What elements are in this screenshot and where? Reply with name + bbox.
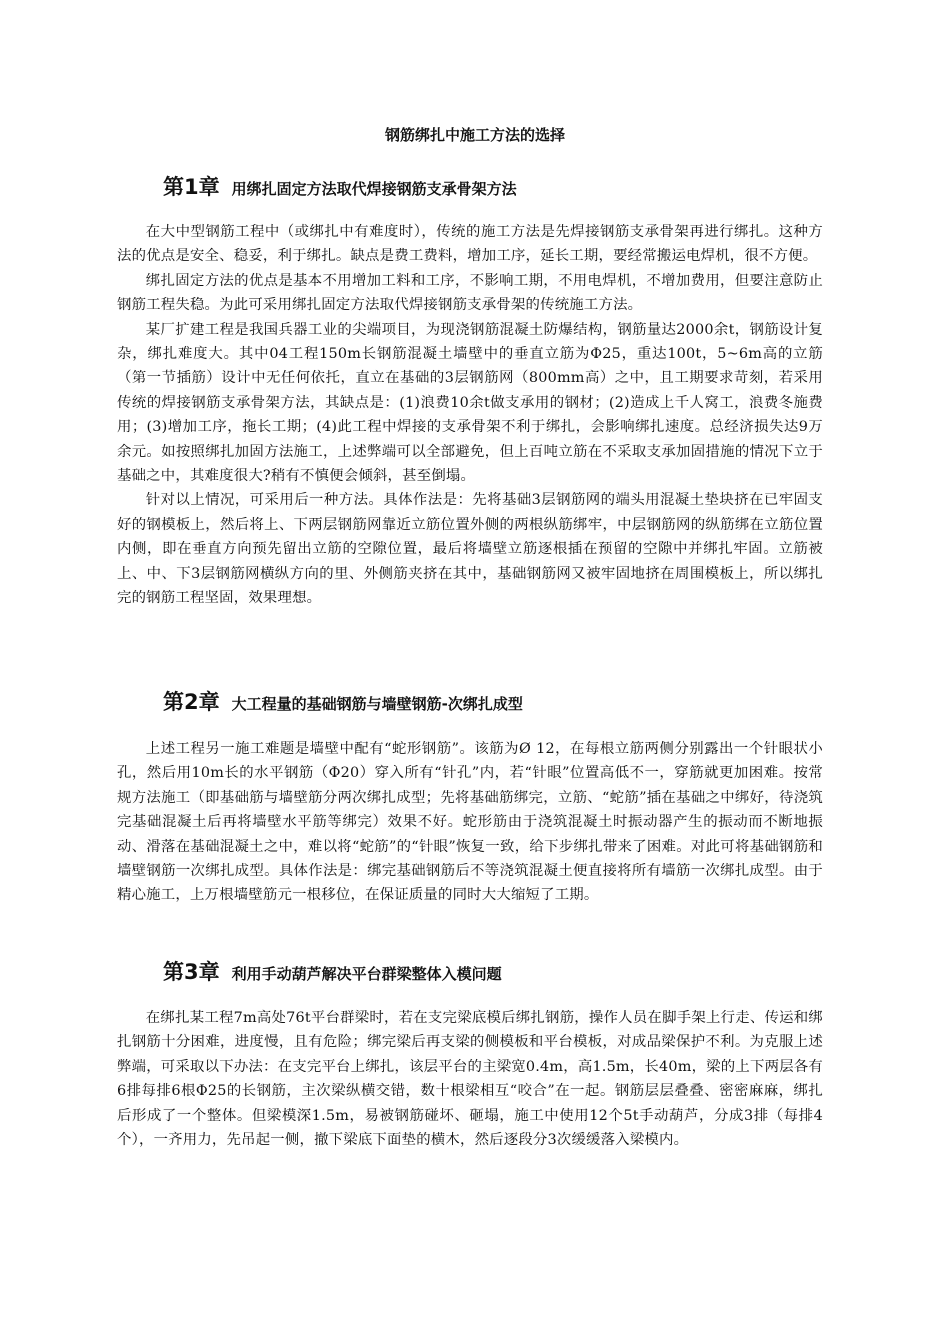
paragraph: 绑扎固定方法的优点是基本不用增加工料和工序，不影响工期，不用电焊机，不增加费用，但要注意防止钢筋工程失稳。为此可采用绑扎固定方法取代焊接钢筋支承骨架的传统施工方法。 [117, 272, 823, 314]
chapter-3-title: 利用手动葫芦解决平台群梁整体入模问题 [231, 965, 502, 983]
document-title: 钢筋绑扎中施工方法的选择 [384, 126, 565, 144]
chapter-2-number: 第2章 [163, 690, 220, 714]
chapter-2-body [117, 737, 823, 908]
chapter-1-number: 第1章 [163, 175, 220, 199]
chapter-1-title: 用绑扎固定方法取代焊接钢筋支承骨架方法 [231, 180, 517, 198]
paragraph: 在大中型钢筋工程中（或绑扎中有难度时），传统的施工方法是先焊接钢筋支承骨架再进行绑扎。这种方法的优点是安全、稳妥，利于绑扎。缺点是费工费料，增加工序，延长工期，要经常搬运电焊机，很不方便。 [117, 224, 823, 265]
chapter-3-number: 第3章 [163, 960, 220, 984]
chapter-1-heading [163, 172, 823, 204]
paragraph: 针对以上情况，可采用后一种方法。具体作法是：先将基础3层钢筋网的端头用混凝土垫块挤在已牢固支好的钢模板上，然后将上、下两层钢筋网靠近立筋位置外侧的两根纵筋绑牢，中层钢筋网的纵筋绑在立筋位置内侧，即在垂直方向预先留出立筋的空隙位置，最后将墙壁立筋逐根插在预留的空隙中并绑扎牢固。立筋被上、中、下3层钢筋网横纵方向的里、外侧筋夹挤在其中，基础钢筋网又被牢固地挤在周围模板上，所以绑扎完的钢筋工程坚固，效果理想。 [117, 492, 823, 607]
chapter-3-heading [163, 957, 823, 989]
paragraph: 某厂扩建工程是我国兵器工业的尖端项目，为现浇钢筋混凝土防爆结构，钢筋量达2000余t，钢筋设计复杂，绑扎难度大。其中04工程150m长钢筋混凝土墙壁中的垂直立筋为Φ25，重达100t，5~6m高的立筋（第一节插筋）设计中无任何依托，直立在基础的3层钢筋网（800mm高）之中，且工期要求苛刻，若采用传统的焊接钢筋支承骨架方法，其缺点是：(1)浪费10余t做支承用的钢材；(2)造成上千人窝工，浪费冬施费用；(3)增加工序，拖长工期；(4)此工程中焊接的支承骨架不利于绑扎，会影响绑扎速度。总经济损失达9万余元。如按照绑扎加固方法施工，上述弊端可以全部避免，但上百吨立筋在不采取支承加固措施的情况下立于基础之中，其难度很大?稍有不慎便会倾斜，甚至倒塌。 [117, 321, 823, 485]
paragraph: 在绑扎某工程7m高处76t平台群梁时，若在支完梁底模后绑扎钢筋，操作人员在脚手架上行走、传运和绑扎钢筋十分困难，进度慢，且有危险；绑完梁后再支梁的侧模板和平台模板，对成品梁保护不利。为克服上述弊端，可采取以下办法：在支完平台上绑扎，该层平台的主梁宽0.4m，高1.5m，长40m，梁的上下两层各有6排每排6根Φ25的长钢筋，主次梁纵横交错，数十根梁相互“咬合”在一起。钢筋层层叠叠、密密麻麻，绑扎后形成了一个整体。但梁模深1.5m，易被钢筋碰坏、砸塌，施工中使用12个5t手动葫芦，分成3排（每排4个），一齐用力，先吊起一侧，撤下梁底下面垫的横木，然后逐段分3次缓缓落入梁模内。 [117, 1010, 823, 1149]
chapter-3-body [117, 1006, 823, 1152]
chapter-1-body [117, 220, 823, 611]
chapter-2-title: 大工程量的基础钢筋与墙壁钢筋-次绑扎成型 [231, 695, 523, 713]
chapter-2-heading [163, 687, 823, 719]
paragraph: 上述工程另一施工难题是墙壁中配有“蛇形钢筋”。该筋为Ø 12，在每根立筋两侧分别露出一个针眼状小孔，然后用10m长的水平钢筋（Φ20）穿入所有“针孔”内，若“针眼”位置高低不一，穿筋就更加困难。按常规方法施工（即基础筋与墙壁筋分两次绑扎成型；先将基础筋绑完，立筋、“蛇筋”插在基础之中绑好，待浇筑完基础混凝土后再将墙壁水平筋等绑完）效果不好。蛇形筋由于浇筑混凝土时振动器产生的振动而不断地振动、滑落在基础混凝土之中，难以将“蛇筋”的“针眼”恢复一致，给下步绑扎带来了困难。对此可将基础钢筋和墙壁钢筋一次绑扎成型。具体作法是：绑完基础钢筋后不等浇筑混凝土便直接将所有墙筋一次绑扎成型。由于精心施工，上万根墙壁筋元一根移位，在保证质量的同时大大缩短了工期。 [117, 741, 823, 904]
